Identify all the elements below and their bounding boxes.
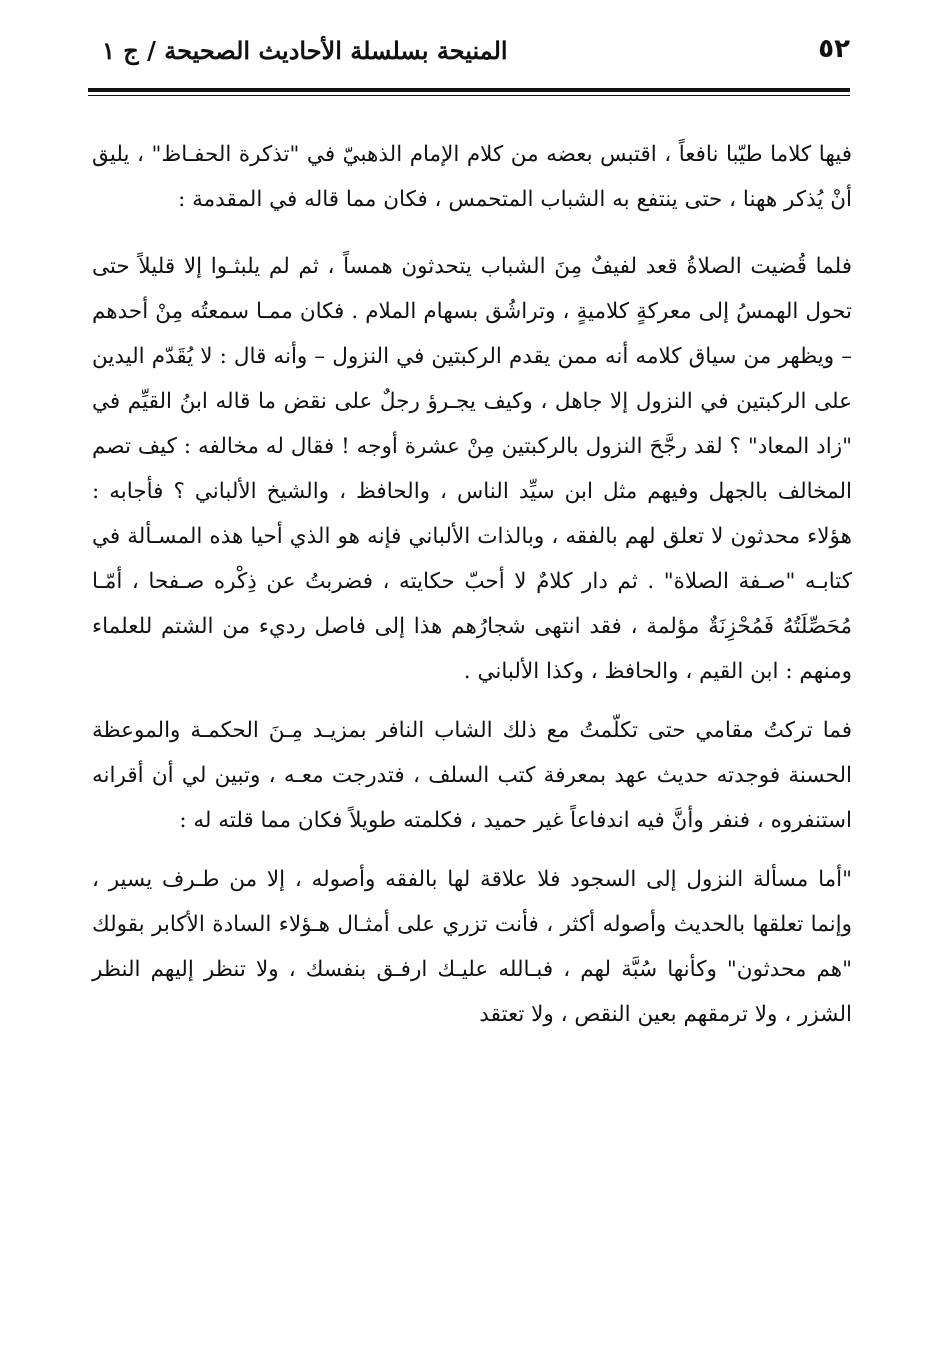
page-number: ٥٢ bbox=[818, 34, 850, 64]
paragraph-conversation: فما تركتُ مقامي حتى تكلّمتُ مع ذلك الشاب النافر بمزيـد مِـنَ الحكمـة والموعظة الحسنة فوجدته حديث عهد بمعرفة كتب السلف ، فتدرجت معـه ، وتبين لي أن أقرانه استنفروه ، فنفر وأنَّ فيه اندفاعاً غير حميد ، فكلمته طويلاً فكان مما قلته له : bbox=[92, 718, 852, 833]
paragraph-advice: "أما مسألة النزول إلى السجود فلا علاقة لها بالفقه وأصوله ، إلا من طـرف يسير ، وإنما تعلقها بالحديث وأصوله أكثر ، فأنت تزري على أمثـال هـؤلاء السادة الأكابر بقولك "هم محدثون" وكأنها سُبَّة لهم ، فبـالله عليـك ارفـق بنفسك ، ولا تنظر إليهم النظر الشزر ، ولا ترمقهم بعين النقص ، ولا تعتقد bbox=[92, 867, 852, 1027]
page-header bbox=[88, 30, 850, 76]
paragraph-quote-story: فلما قُضيت الصلاةُ قعد لفيفٌ مِنَ الشباب يتحدثون همساً ، ثم لم يلبثـوا إلا قليلاً حتى تحول الهمسُ إلى معركةٍ كلاميةٍ ، وتراشُق بسهام الملام . فكان ممـا سمعتُه مِنْ أحدهم – ويظهر من سياق كلامه أنه ممن يقدم الركبتين في النزول – وأنه قال : لا يُقَدّم اليدين على الركبتين في النزول إلا جاهل ، وكيف يجـرؤ رجلٌ على نقض ما قاله ابنُ القيِّم في "زاد المعاد" ؟ لقد رجَّحَ النزول بالركبتين مِنْ عشرة أوجه ! فقال له مخالفه : كيف تصم المخالف بالجهل وفيهم مثل ابن سيِّد الناس ، والحافظ ، والشيخ الألباني ؟ فأجابه : هؤلاء محدثون لا تعلق لهم بالفقه ، وبالذات الألباني فإنه هو الذي أحيا هذه المسـألة في كتابـه "صـفة الصلاة" . ثم دار كلامٌ لا أحبّ حكايته ، فضربتُ عن ذِكْره صـفحا ، أمّـا مُحَصِّلَتُهُ فَمُحْزِنَةٌ مؤلمة ، فقد انتهى شجارُهم هذا إلى فاصل رديء من الشتم للعلماء ومنهم : ابن القيم ، والحافظ ، وكذا الألباني . bbox=[92, 254, 852, 684]
header-rule bbox=[88, 88, 850, 92]
paragraph-intro: فيها كلاما طيّبا نافعاً ، اقتبس بعضه من كلام الإمام الذهبيّ في "تذكرة الحفـاظ" ، يليق أنْ يُذكر ههنا ، حتى ينتفع به الشباب المتحمس ، فكان مما قاله في المقدمة : bbox=[92, 142, 852, 212]
running-title: المنيحة بسلسلة الأحاديث الصحيحة / ج ١ bbox=[102, 36, 508, 65]
header-rule-thin bbox=[88, 95, 850, 96]
body-text bbox=[92, 132, 852, 1051]
